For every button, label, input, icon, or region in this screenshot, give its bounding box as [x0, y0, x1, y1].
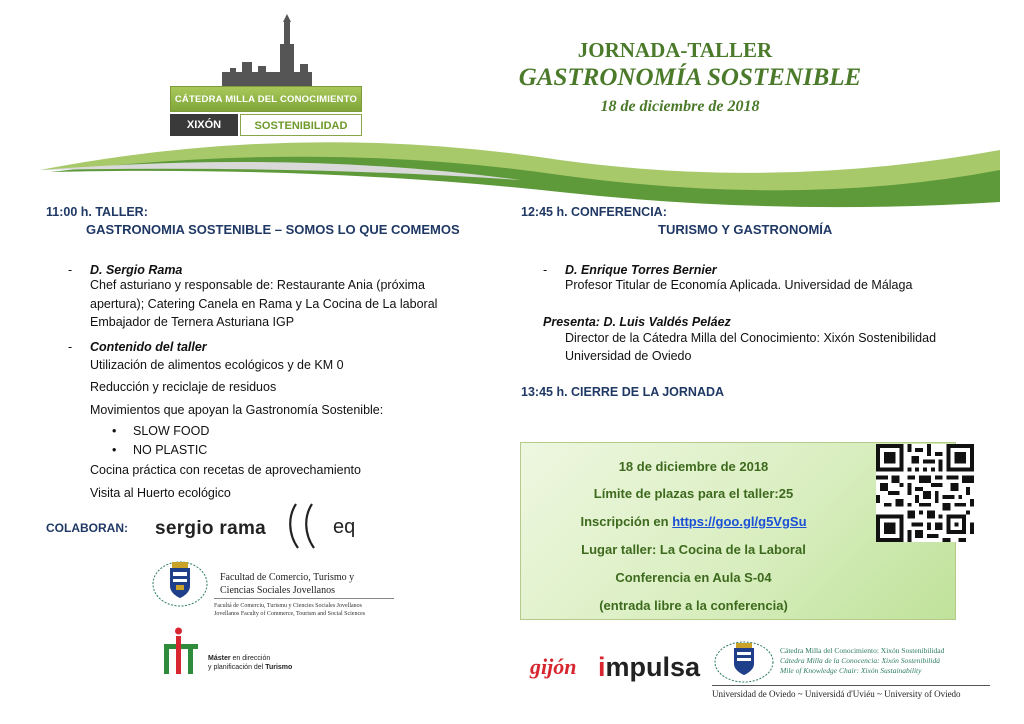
conference-time: 12:45 h. CONFERENCIA: — [521, 205, 667, 219]
content-item: Utilización de alimentos ecológicos y de KM 0 — [90, 358, 344, 372]
master-turismo-logo-icon — [160, 626, 204, 676]
content-item: Visita al Huerto ecológico — [90, 486, 231, 500]
info-signup: Inscripción en https://goo.gl/g5VgSu — [580, 514, 807, 529]
content-item: Movimientos que apoyan la Gastronomía Sostenible: — [90, 403, 384, 417]
faculty-divider — [214, 598, 394, 599]
conference-heading: TURISMO Y GASTRONOMÍA — [658, 222, 833, 237]
logo-top-band: CÁTEDRA MILLA DEL CONOCIMIENTO — [170, 86, 362, 112]
green-swoosh-decoration — [0, 130, 1024, 220]
eq-logo: eq — [333, 516, 356, 538]
faculty-name: Facultad de Comercio, Turismo y Ciencias Sociales Jovellanos — [220, 572, 355, 596]
catedra-logo — [170, 14, 365, 136]
speaker-name: D. Enrique Torres Bernier — [565, 263, 717, 277]
oviedo-crest-icon — [714, 640, 774, 684]
chef-bio-line: apertura); Catering Canela en Rama y La Cocina de La laboral — [90, 297, 438, 311]
info-conference-room: Conferencia en Aula S-04 — [615, 570, 772, 585]
qr-code-icon[interactable] — [876, 444, 974, 542]
workshop-time: 11:00 h. TALLER: — [46, 205, 148, 219]
content-item: Cocina práctica con recetas de aprovechamiento — [90, 463, 361, 477]
master-text: Máster en dirección y planificación del Turismo — [208, 655, 293, 671]
logo-sostenibilidad-band: SOSTENIBILIDAD — [240, 114, 362, 136]
bullet-item: NO PLASTIC — [133, 443, 208, 457]
bullet-item: SLOW FOOD — [133, 424, 210, 438]
presenter-affiliation: Universidad de Oviedo — [565, 349, 692, 363]
closing-time: 13:45 h. CIERRE DE LA JORNADA — [521, 385, 725, 399]
impulsa-logo: impulsa — [598, 652, 701, 682]
workshop-content-label: Contenido del taller — [90, 340, 207, 354]
info-limit: Límite de plazas para el taller:25 — [593, 486, 794, 501]
eq-logo-mark-icon — [286, 502, 326, 550]
event-date: 18 de diciembre de 2018 — [600, 98, 760, 115]
chef-bio-line: Chef asturiano y responsable de: Restaurante Ania (próxima — [90, 278, 425, 292]
tower-skyline-icon — [222, 14, 312, 86]
university-crest-icon — [152, 558, 208, 608]
event-type-title: JORNADA-TALLER — [577, 38, 773, 62]
bullet-icon: • — [112, 443, 117, 457]
info-free-entry: (entrada libre a la conferencia) — [599, 598, 788, 613]
event-title: GASTRONOMÍA SOSTENIBLE — [518, 64, 862, 91]
chef-name: D. Sergio Rama — [90, 263, 183, 277]
speaker-title: Profesor Titular de Economía Aplicada. Universidad de Málaga — [565, 278, 913, 292]
collaborators-label: COLABORAN: — [46, 521, 128, 535]
content-item: Reducción y reciclaje de residuos — [90, 380, 277, 394]
gijon-logo: gijón — [530, 654, 577, 679]
footer-divider — [712, 685, 990, 686]
sergio-rama-logo: sergio rama — [155, 518, 267, 539]
bullet-icon: • — [112, 424, 117, 438]
faculty-translations: Facultá de Comerciu, Turismu y Ciencies Sociales Jovellanos Jovellanos Faculty of Commerce, Tourism and Social Sciences — [214, 603, 366, 617]
info-venue: Lugar taller: La Cocina de la Laboral — [581, 542, 806, 557]
presenter-role: Director de la Cátedra Milla del Conocimiento: Xixón Sostenibilidad — [565, 331, 937, 345]
workshop-heading: GASTRONOMIA SOSTENIBLE – SOMOS LO QUE COMEMOS — [86, 222, 460, 237]
info-date: 18 de diciembre de 2018 — [618, 459, 769, 474]
logo-xixon-band: XIXÓN — [170, 114, 238, 136]
university-name: Universidad de Oviedo ~ Universidá d'Uviéu ~ University of Oviedo — [712, 689, 961, 699]
signup-link[interactable]: https://goo.gl/g5VgSu — [672, 514, 807, 529]
presenter-name: Presenta: D. Luis Valdés Peláez — [543, 315, 731, 329]
chair-names: Cátedra Milla del Conocimiento: Xixón Sostenibilidad Cátedra Milla de la Conocencia: Xixón Sostenibilidá Mile of Knowledge Chair: Xixón Sustainability — [780, 646, 945, 675]
chef-bio-line: Embajador de Ternera Asturiana IGP — [90, 315, 295, 329]
